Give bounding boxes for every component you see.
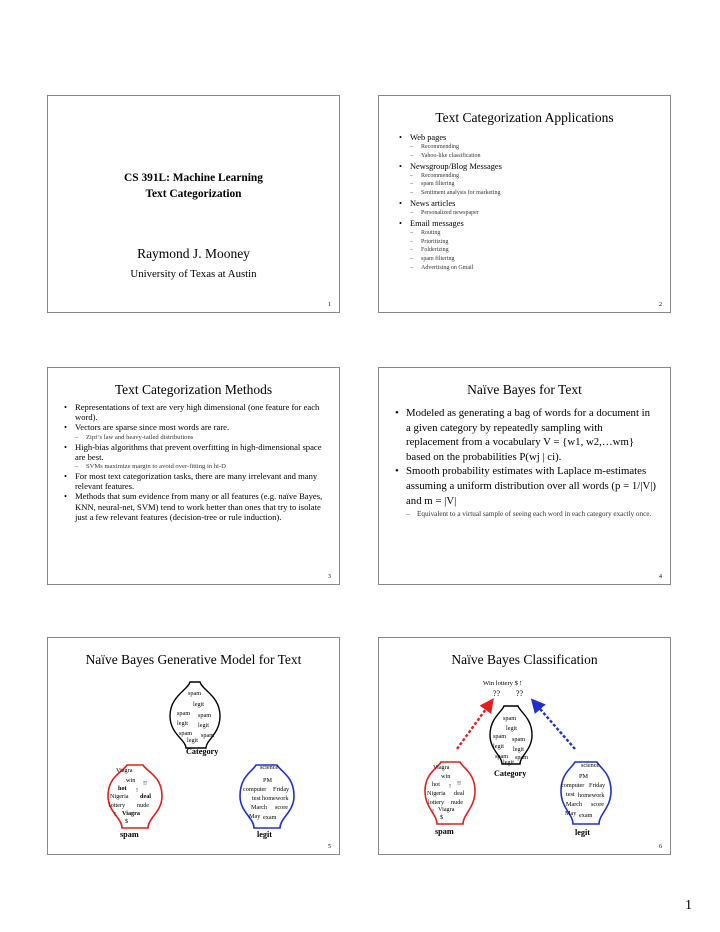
sub-item: – Recommending xyxy=(410,172,502,181)
list-item: • Methods that sum evidence from many or all features (e.g. naïve Bayes, KNN, neural-net, SVM) tend to work better than ones that try to isolate just a few relevant features (decision-tree or rule induction). xyxy=(64,491,326,522)
legit-word: May xyxy=(249,813,261,820)
slide-number: 6 xyxy=(659,844,662,850)
course-title: CS 391L: Machine Learning xyxy=(124,172,263,184)
list-item: • Web pages – Recommending – Yahoo-like classification xyxy=(399,132,502,161)
slide-number: 1 xyxy=(328,302,331,308)
slide-number: 2 xyxy=(659,302,662,308)
bullet-list xyxy=(395,406,657,520)
legit-word: science xyxy=(581,762,600,769)
sub-item: – Recommending xyxy=(410,143,502,152)
spam-word: lottery xyxy=(428,799,445,806)
sub-item: – Folderizing xyxy=(410,246,502,255)
spam-word: win xyxy=(441,773,451,780)
category-word: legit xyxy=(493,743,504,750)
sub-item: – Routing xyxy=(410,229,502,238)
list-item: • Email messages – Routing – Prioritizing – Folderizing – spam filtering – Advertising on Gmail xyxy=(399,218,502,273)
slide-title: Text Categorization Methods xyxy=(114,382,273,397)
category-word: spam xyxy=(177,710,191,717)
spam-word: Viagra xyxy=(116,767,133,774)
spam-word: Nigeria xyxy=(110,793,129,800)
slide-5 xyxy=(47,637,340,855)
spam-arrow xyxy=(457,702,491,749)
sub-item: – Equivalent to a virtual sample of seeing each word in each category exactly once. xyxy=(406,510,657,520)
legit-word: March xyxy=(566,801,583,808)
sub-item: – Personalized newspaper xyxy=(410,209,502,218)
slide-3 xyxy=(47,367,340,585)
slide-title: Text Categorization Applications xyxy=(435,110,614,125)
spam-word: deal xyxy=(454,790,465,797)
sub-item: – Advertising on Gmail xyxy=(410,264,502,273)
legit-word: May xyxy=(565,810,577,817)
course-subtitle: Text Categorization xyxy=(145,188,242,200)
legit-word: Friday xyxy=(589,782,606,789)
legit-arrow xyxy=(534,702,575,749)
list-item: • Representations of text are very high dimensional (one feature for each word). xyxy=(64,402,326,422)
spam-word: nude xyxy=(137,802,150,809)
sub-item: – spam filtering xyxy=(410,180,502,189)
bullet-list xyxy=(64,402,326,522)
spam-label: spam xyxy=(120,830,139,839)
category-word: spam xyxy=(179,730,193,737)
category-word: legit xyxy=(513,746,524,753)
legit-word: homework xyxy=(578,792,605,799)
category-word: spam xyxy=(515,754,529,761)
list-item: • For most text categorization tasks, there are many irrelevant and many relevant features. xyxy=(64,471,326,491)
legit-word: Friday xyxy=(273,786,290,793)
category-word: legit xyxy=(503,759,514,766)
spam-word: ! xyxy=(449,783,452,790)
spam-word: hot xyxy=(432,781,440,788)
spam-word: ! xyxy=(136,787,139,794)
category-word: legit xyxy=(198,722,209,729)
bullet-list xyxy=(399,132,502,273)
affiliation: University of Texas at Austin xyxy=(130,268,257,280)
legit-word: homework xyxy=(262,795,289,802)
slide-6 xyxy=(378,637,671,855)
category-word: spam xyxy=(198,712,212,719)
question-marks: ?? xyxy=(516,689,524,698)
slide-number: 3 xyxy=(328,574,331,580)
category-word: legit xyxy=(506,725,517,732)
spam-word: ! xyxy=(114,811,117,818)
category-word: legit xyxy=(193,701,204,708)
spam-word: Viagra xyxy=(438,806,455,813)
legit-word: test xyxy=(566,791,575,798)
legit-word: PM xyxy=(263,777,272,784)
spam-word: $ xyxy=(440,814,444,821)
slide-title: Naïve Bayes Generative Model for Text xyxy=(85,652,302,667)
list-item: • Smooth probability estimates with Laplace m-estimates assuming a uniform distribution over all words (p = 1/|V|) and m = |V| – Equivalent to a virtual sample of seeing each word in each category exactly once. xyxy=(395,464,657,519)
slide-number: 4 xyxy=(659,574,662,580)
legit-word: score xyxy=(591,801,605,808)
spam-word: Viagra xyxy=(122,810,140,817)
legit-word: science xyxy=(260,764,279,771)
sub-item: – Zipf’s law and heavy-tailed distributions xyxy=(75,433,326,442)
slide-2 xyxy=(378,95,671,313)
legit-word: March xyxy=(251,804,268,811)
page-number: 1 xyxy=(685,898,692,913)
spam-word: deal xyxy=(140,793,152,800)
list-item: • Vectors are sparse since most words are rare. – Zipf’s law and heavy-tailed distributions xyxy=(64,422,326,441)
spam-word: !! xyxy=(143,780,148,787)
slide-title: Naïve Bayes Classification xyxy=(451,652,598,667)
category-word: spam xyxy=(503,715,517,722)
list-item: • Newsgroup/Blog Messages – Recommending – spam filtering – Sentiment analysis for marketing xyxy=(399,161,502,198)
category-word: legit xyxy=(187,737,198,744)
spam-word: ! xyxy=(432,808,435,815)
category-word: spam xyxy=(493,733,507,740)
sub-item: – SVMs maximize margin to avoid over-fitting in hi-D xyxy=(75,462,326,471)
legit-word: exam xyxy=(579,812,593,819)
spam-word: nude xyxy=(451,799,464,806)
category-label: Category xyxy=(186,747,219,756)
sub-item: – Sentiment analysis for marketing xyxy=(410,189,502,198)
sub-item: – Yahoo-like classification xyxy=(410,152,502,161)
spam-word: lottery xyxy=(109,802,126,809)
category-label: Category xyxy=(494,769,527,778)
slide-number: 5 xyxy=(328,844,331,850)
legit-label: legit xyxy=(257,830,273,839)
classification-diagram xyxy=(379,638,671,855)
spam-word: win xyxy=(126,777,136,784)
slide-title: Naïve Bayes for Text xyxy=(467,382,582,397)
list-item: • High-bias algorithms that prevent overfitting in high-dimensional space are best. – SVMs maximize margin to avoid over-fitting in hi-D xyxy=(64,442,326,471)
slide-4 xyxy=(378,367,671,585)
category-word: spam xyxy=(495,753,509,760)
author-name: Raymond J. Mooney xyxy=(137,246,250,261)
legit-word: test xyxy=(252,795,261,802)
query-text: Win lottery $ ! xyxy=(483,680,522,687)
spam-word: Viagra xyxy=(433,764,450,771)
spam-word: !! xyxy=(457,780,462,787)
spam-word: Nigeria xyxy=(427,790,446,797)
category-word: spam xyxy=(201,732,215,739)
legit-label: legit xyxy=(575,828,591,837)
slide-1 xyxy=(47,95,340,313)
list-item: • Modeled as generating a bag of words for a document in a given category by repeatedly sampling with replacement from a vocabulary V = {w1, w2,…wm} based on the probabilities P(wj | ci). xyxy=(395,406,657,464)
sub-item: – spam filtering xyxy=(410,255,502,264)
spam-word: hot xyxy=(118,785,127,792)
sub-item: – Prioritizing xyxy=(410,238,502,247)
category-word: spam xyxy=(512,736,526,743)
category-word: legit xyxy=(177,720,188,727)
question-marks: ?? xyxy=(493,689,501,698)
list-item: • News articles – Personalized newspaper xyxy=(399,198,502,218)
legit-word: PM xyxy=(579,773,588,780)
category-word: spam xyxy=(188,690,202,697)
spam-word: $ xyxy=(125,818,129,825)
legit-word: score xyxy=(275,804,289,811)
legit-word: exam xyxy=(263,814,277,821)
legit-word: computer xyxy=(561,782,585,789)
spam-label: spam xyxy=(435,827,454,836)
legit-word: computer xyxy=(243,786,267,793)
